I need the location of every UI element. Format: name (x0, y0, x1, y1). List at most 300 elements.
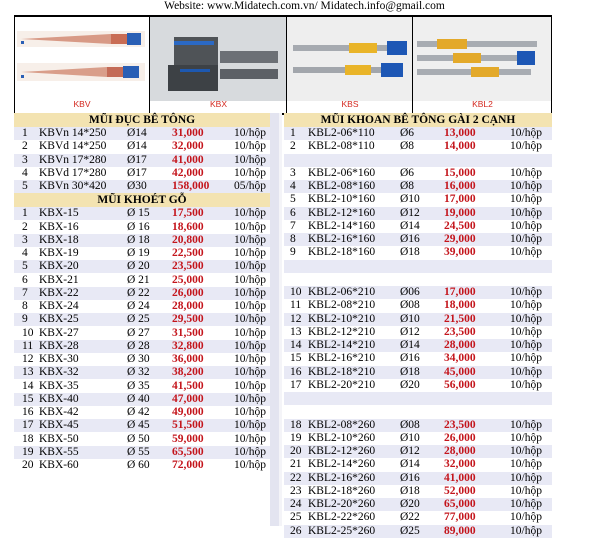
kbl2-drill-image (413, 17, 552, 101)
diameter: Ø12 (400, 325, 420, 338)
photo-label-kbs: KBS (341, 99, 359, 109)
table-row (14, 380, 270, 393)
product-code: KBX-40 (39, 392, 79, 405)
row-number: 17 (22, 419, 34, 432)
price: 17,000 (444, 286, 476, 298)
pack-unit: 10/hộp (510, 458, 542, 471)
diameter: Ø 55 (127, 445, 150, 458)
product-code: KBX-42 (39, 406, 79, 418)
product-code: KBX-24 (39, 300, 79, 312)
product-code: KBL2-16*260 (308, 471, 376, 484)
diameter: Ø16 (400, 352, 420, 365)
product-code: KBL2-08*210 (308, 299, 376, 312)
section-title: MŨI KHOÉT GỖ (14, 193, 270, 207)
row-number: 20 (290, 445, 302, 457)
price: 65,500 (172, 445, 204, 458)
pack-unit: 10/hộp (234, 273, 266, 286)
pack-unit: 10/hộp (234, 140, 266, 153)
table-row (284, 498, 552, 511)
product-code: KBL2-10*160 (308, 193, 376, 206)
row-number: 19 (290, 431, 302, 444)
pack-unit: 10/hộp (510, 378, 542, 391)
diameter: Ø10 (400, 431, 420, 444)
diameter: Ø30 (127, 180, 147, 192)
product-code: KBL2-16*210 (308, 352, 376, 365)
blank-row (284, 273, 552, 286)
product-code: KBVn 30*420 (39, 180, 107, 192)
pack-unit: 10/hộp (234, 353, 266, 365)
price: 52,000 (444, 484, 476, 497)
pack-unit: 10/hộp (510, 233, 542, 245)
price: 14,000 (444, 140, 476, 153)
product-code: KBX-27 (39, 326, 79, 339)
price: 59,000 (172, 432, 204, 445)
diameter: Ø18 (400, 365, 420, 378)
pack-unit: 10/hộp (510, 325, 542, 338)
row-number: 2 (22, 140, 28, 153)
product-code: KBX-45 (39, 419, 79, 432)
pack-unit: 10/hộp (234, 127, 266, 139)
table-row (284, 339, 552, 352)
pack-unit: 10/hộp (234, 445, 266, 458)
price: 77,000 (444, 511, 476, 524)
pack-unit: 10/hộp (234, 326, 266, 339)
row-number: 13 (290, 325, 302, 338)
price: 31,500 (172, 326, 204, 339)
table-row (284, 220, 552, 233)
pack-unit: 10/hộp (234, 392, 266, 405)
product-code: KBL2-06*210 (308, 286, 376, 298)
row-number: 3 (22, 233, 28, 246)
pack-unit: 10/hộp (234, 260, 266, 273)
diameter: Ø 28 (127, 339, 150, 352)
diameter: Ø 21 (127, 273, 150, 286)
table-row (284, 525, 552, 538)
table-row (14, 234, 270, 247)
website-header: Website: www.Midatech.com.vn/ Midatech.info@gmail.com (0, 0, 609, 15)
price: 20,800 (172, 233, 204, 246)
pack-unit: 10/hộp (510, 286, 542, 298)
row-number: 17 (290, 378, 302, 391)
diameter: Ø 60 (127, 459, 150, 471)
pack-unit: 10/hộp (234, 366, 266, 379)
table-row (14, 154, 270, 167)
pack-unit: 10/hộp (510, 365, 542, 378)
row-number: 4 (290, 180, 296, 192)
diameter: Ø 25 (127, 313, 150, 326)
diameter: Ø 15 (127, 207, 150, 220)
table-row (284, 458, 552, 471)
product-code: KBL2-18*260 (308, 484, 376, 497)
pack-unit: 10/hộp (510, 418, 542, 431)
table-row (14, 247, 270, 260)
table-row (14, 419, 270, 432)
diameter: Ø12 (400, 445, 420, 457)
product-code: KBVn 17*280 (39, 153, 107, 166)
product-code: KBX-21 (39, 273, 79, 286)
diameter: Ø14 (400, 339, 420, 351)
pack-unit: 10/hộp (510, 206, 542, 219)
diameter: Ø 18 (127, 233, 150, 246)
diameter: Ø 45 (127, 419, 150, 432)
table-row (14, 140, 270, 153)
price: 18,600 (172, 220, 204, 233)
price: 158,000 (172, 180, 210, 192)
product-code: KBL2-06*160 (308, 166, 376, 179)
product-code: KBL2-14*260 (308, 458, 376, 471)
pack-unit: 10/hộp (234, 300, 266, 312)
diameter: Ø8 (400, 140, 415, 153)
price: 41,000 (172, 153, 204, 166)
product-code: KBL2-06*110 (308, 127, 375, 139)
table-row (284, 167, 552, 180)
table-row (284, 180, 552, 193)
price: 39,000 (444, 246, 476, 259)
price: 28,000 (444, 445, 476, 457)
row-number: 22 (290, 471, 302, 484)
table-row (14, 340, 270, 353)
row-number: 12 (290, 312, 302, 325)
table-row (284, 432, 552, 445)
row-number: 16 (22, 406, 34, 418)
product-code: KBX-20 (39, 260, 79, 273)
price: 42,000 (172, 166, 204, 179)
table-row (284, 352, 552, 365)
price: 32,000 (172, 140, 204, 153)
blank-row (284, 392, 552, 405)
table-row (284, 207, 552, 220)
row-number: 8 (22, 300, 28, 312)
diameter: Ø6 (400, 166, 415, 179)
row-number: 7 (22, 286, 28, 299)
row-number: 5 (22, 260, 28, 273)
price: 65,000 (444, 498, 476, 510)
product-code: KBL2-16*160 (308, 233, 376, 245)
row-number: 12 (22, 353, 34, 365)
table-row (14, 353, 270, 366)
row-number: 1 (22, 127, 28, 139)
pack-unit: 10/hộp (510, 299, 542, 312)
product-code: KBX-25 (39, 313, 79, 326)
diameter: Ø14 (127, 127, 147, 139)
product-code: KBL2-12*160 (308, 206, 376, 219)
pack-unit: 10/hộp (510, 312, 542, 325)
price: 23,500 (444, 325, 476, 338)
price: 17,500 (172, 207, 204, 220)
row-number: 19 (22, 445, 34, 458)
price: 15,000 (444, 166, 476, 179)
diameter: Ø20 (400, 378, 420, 391)
diameter: Ø 24 (127, 300, 150, 312)
price: 22,500 (172, 247, 204, 259)
pack-unit: 10/hộp (510, 484, 542, 497)
row-number: 6 (22, 273, 28, 286)
table-row (284, 140, 552, 153)
pack-unit: 10/hộp (510, 339, 542, 351)
price: 18,000 (444, 299, 476, 312)
pack-unit: 10/hộp (234, 247, 266, 259)
diameter: Ø17 (127, 153, 147, 166)
product-code: KBL2-20*210 (308, 378, 376, 391)
diameter: Ø8 (400, 180, 415, 192)
diameter: Ø 27 (127, 326, 150, 339)
pack-unit: 10/hộp (510, 445, 542, 457)
price: 38,200 (172, 366, 204, 379)
diameter: Ø17 (127, 166, 147, 179)
diameter: Ø 16 (127, 220, 150, 233)
table-row (284, 366, 552, 379)
table-row (284, 127, 552, 140)
pack-unit: 10/hộp (510, 180, 542, 192)
diameter: Ø14 (400, 458, 420, 471)
row-number: 24 (290, 498, 302, 510)
pack-unit: 10/hộp (234, 379, 266, 392)
row-number: 15 (22, 392, 34, 405)
table-row (14, 433, 270, 446)
table-row (14, 180, 270, 193)
table-row (284, 246, 552, 259)
row-number: 15 (290, 352, 302, 365)
product-code: KBL2-18*210 (308, 365, 376, 378)
chisel-image (15, 17, 150, 101)
row-number: 26 (290, 524, 302, 537)
row-number: 9 (290, 246, 296, 259)
table-row (284, 193, 552, 206)
diameter: Ø 40 (127, 392, 150, 405)
price: 32,000 (444, 458, 476, 471)
row-number: 10 (290, 286, 302, 298)
row-number: 4 (22, 247, 28, 259)
pack-unit: 10/hộp (510, 511, 542, 524)
pack-unit: 10/hộp (510, 524, 542, 537)
price: 51,500 (172, 419, 204, 432)
table-row (14, 446, 270, 459)
diameter: Ø10 (400, 193, 420, 206)
product-code: KBL2-18*160 (308, 246, 376, 259)
photo-label-kbv: KBV (73, 99, 91, 109)
price: 29,500 (172, 313, 204, 326)
diameter: Ø08 (400, 299, 420, 312)
diameter: Ø08 (400, 418, 420, 431)
price: 21,500 (444, 312, 476, 325)
price: 47,000 (172, 392, 204, 405)
price: 16,000 (444, 180, 476, 192)
diameter: Ø06 (400, 286, 420, 298)
diameter: Ø14 (400, 219, 420, 232)
product-code: KBX-55 (39, 445, 79, 458)
diameter: Ø 22 (127, 286, 150, 299)
product-code: KBL2-10*260 (308, 431, 376, 444)
diameter: Ø22 (400, 511, 420, 524)
row-number: 14 (22, 379, 34, 392)
price: 32,800 (172, 339, 204, 352)
product-code: KBX-22 (39, 286, 79, 299)
photo-labels (14, 97, 552, 111)
sds-drill-image (287, 17, 413, 101)
row-number: 18 (290, 418, 302, 431)
diameter: Ø16 (400, 471, 420, 484)
pack-unit: 10/hộp (234, 207, 266, 220)
product-code: KBL2-25*260 (308, 524, 376, 537)
pack-unit: 10/hộp (510, 140, 542, 153)
price: 34,000 (444, 352, 476, 365)
price: 49,000 (172, 406, 204, 418)
product-code: KBL2-22*260 (308, 511, 376, 524)
diameter: Ø18 (400, 484, 420, 497)
table-row (14, 327, 270, 340)
price: 89,000 (444, 524, 476, 537)
diameter: Ø16 (400, 233, 420, 245)
pack-unit: 10/hộp (234, 233, 266, 246)
product-code: KBX-16 (39, 220, 79, 233)
pack-unit: 10/hộp (234, 286, 266, 299)
price: 26,000 (172, 286, 204, 299)
pack-unit: 10/hộp (234, 432, 266, 445)
pack-unit: 10/hộp (510, 219, 542, 232)
row-number: 18 (22, 432, 34, 445)
price: 45,000 (444, 365, 476, 378)
table-row (14, 274, 270, 287)
product-code: KBX-60 (39, 459, 79, 471)
pack-unit: 10/hộp (510, 471, 542, 484)
table-row (14, 406, 270, 419)
row-number: 5 (22, 180, 28, 192)
diameter: Ø12 (400, 206, 420, 219)
diameter: Ø25 (400, 524, 420, 537)
pack-unit: 10/hộp (510, 127, 542, 139)
pack-unit: 10/hộp (234, 313, 266, 326)
table-row (14, 221, 270, 234)
table-row (284, 379, 552, 392)
product-code: KBL2-10*210 (308, 312, 376, 325)
table-row (14, 127, 270, 140)
diameter: Ø 20 (127, 260, 150, 273)
blank-row (284, 154, 552, 167)
table-row (14, 366, 270, 379)
blank-row (284, 260, 552, 273)
row-number: 5 (290, 193, 296, 206)
price: 23,500 (444, 418, 476, 431)
product-code: KBVd 14*250 (39, 140, 107, 153)
price: 31,000 (172, 127, 204, 139)
pack-unit: 10/hộp (234, 406, 266, 418)
price: 24,500 (444, 219, 476, 232)
pack-unit: 10/hộp (234, 419, 266, 432)
pack-unit: 10/hộp (510, 431, 542, 444)
pack-unit: 10/hộp (234, 153, 266, 166)
product-code: KBL2-14*160 (308, 219, 376, 232)
row-number: 6 (290, 206, 296, 219)
table-row (14, 287, 270, 300)
diameter: Ø 35 (127, 379, 150, 392)
price: 17,000 (444, 193, 476, 206)
table-row (14, 300, 270, 313)
product-code: KBL2-14*210 (308, 339, 376, 351)
price: 28,000 (172, 300, 204, 312)
product-code: KBX-32 (39, 366, 79, 379)
table-row (14, 459, 270, 472)
diameter: Ø 32 (127, 366, 150, 379)
table-row (284, 299, 552, 312)
diameter: Ø20 (400, 498, 420, 510)
photo-label-kbx: KBX (209, 99, 227, 109)
row-number: 14 (290, 339, 302, 351)
price: 29,000 (444, 233, 476, 245)
product-code: KBVn 14*250 (39, 127, 107, 139)
diameter: Ø6 (400, 127, 415, 139)
table-row (14, 393, 270, 406)
table-row (284, 326, 552, 339)
row-number: 1 (22, 207, 28, 220)
table-row (284, 233, 552, 246)
price: 13,000 (444, 127, 476, 139)
product-code: KBL2-12*210 (308, 325, 376, 338)
row-number: 9 (22, 313, 28, 326)
price: 41,500 (172, 379, 204, 392)
row-number: 23 (290, 484, 302, 497)
section-title: MŨI KHOAN BÊ TÔNG GÀI 2 CẠNH (284, 113, 552, 127)
row-number: 1 (290, 127, 296, 139)
product-code: KBX-50 (39, 432, 79, 445)
table-row (284, 472, 552, 485)
table-row (284, 485, 552, 498)
diameter: Ø10 (400, 312, 420, 325)
row-number: 4 (22, 166, 28, 179)
pack-unit: 10/hộp (510, 246, 542, 259)
diameter: Ø 42 (127, 406, 150, 418)
row-number: 21 (290, 458, 302, 471)
product-code: KBL2-20*260 (308, 498, 376, 510)
price: 41,000 (444, 471, 476, 484)
pack-unit: 10/hộp (234, 339, 266, 352)
row-number: 8 (290, 233, 296, 245)
photo-label-kbl2: KBL2 (472, 99, 493, 109)
section-title: MŨI ĐỤC BÊ TÔNG (14, 113, 270, 127)
pack-unit: 05/hộp (234, 180, 266, 192)
price: 72,000 (172, 459, 204, 471)
table-row (284, 286, 552, 299)
product-code: KBX-15 (39, 207, 79, 220)
pack-unit: 10/hộp (510, 193, 542, 206)
product-code: KBL2-08*260 (308, 418, 376, 431)
price: 19,000 (444, 206, 476, 219)
diameter: Ø14 (127, 140, 147, 153)
table-row (284, 511, 552, 524)
product-code: KBX-35 (39, 379, 79, 392)
row-number: 11 (290, 299, 302, 312)
forstner-bit-image (150, 17, 287, 101)
row-number: 7 (290, 219, 296, 232)
diameter: Ø 50 (127, 432, 150, 445)
blank-row (284, 405, 552, 418)
pack-unit: 10/hộp (510, 166, 542, 179)
pack-unit: 10/hộp (234, 166, 266, 179)
row-number: 2 (290, 140, 296, 153)
column-divider-right (279, 113, 282, 526)
product-code: KBVd 17*280 (39, 166, 107, 179)
row-number: 20 (22, 459, 34, 471)
pack-unit: 10/hộp (510, 352, 542, 365)
table-row (14, 167, 270, 180)
diameter: Ø 30 (127, 353, 150, 365)
product-code: KBL2-08*160 (308, 180, 376, 192)
product-code: KBX-30 (39, 353, 79, 365)
row-number: 16 (290, 365, 302, 378)
product-code: KBX-19 (39, 247, 79, 259)
pack-unit: 10/hộp (510, 498, 542, 510)
product-code: KBX-28 (39, 339, 79, 352)
table-row (14, 260, 270, 273)
